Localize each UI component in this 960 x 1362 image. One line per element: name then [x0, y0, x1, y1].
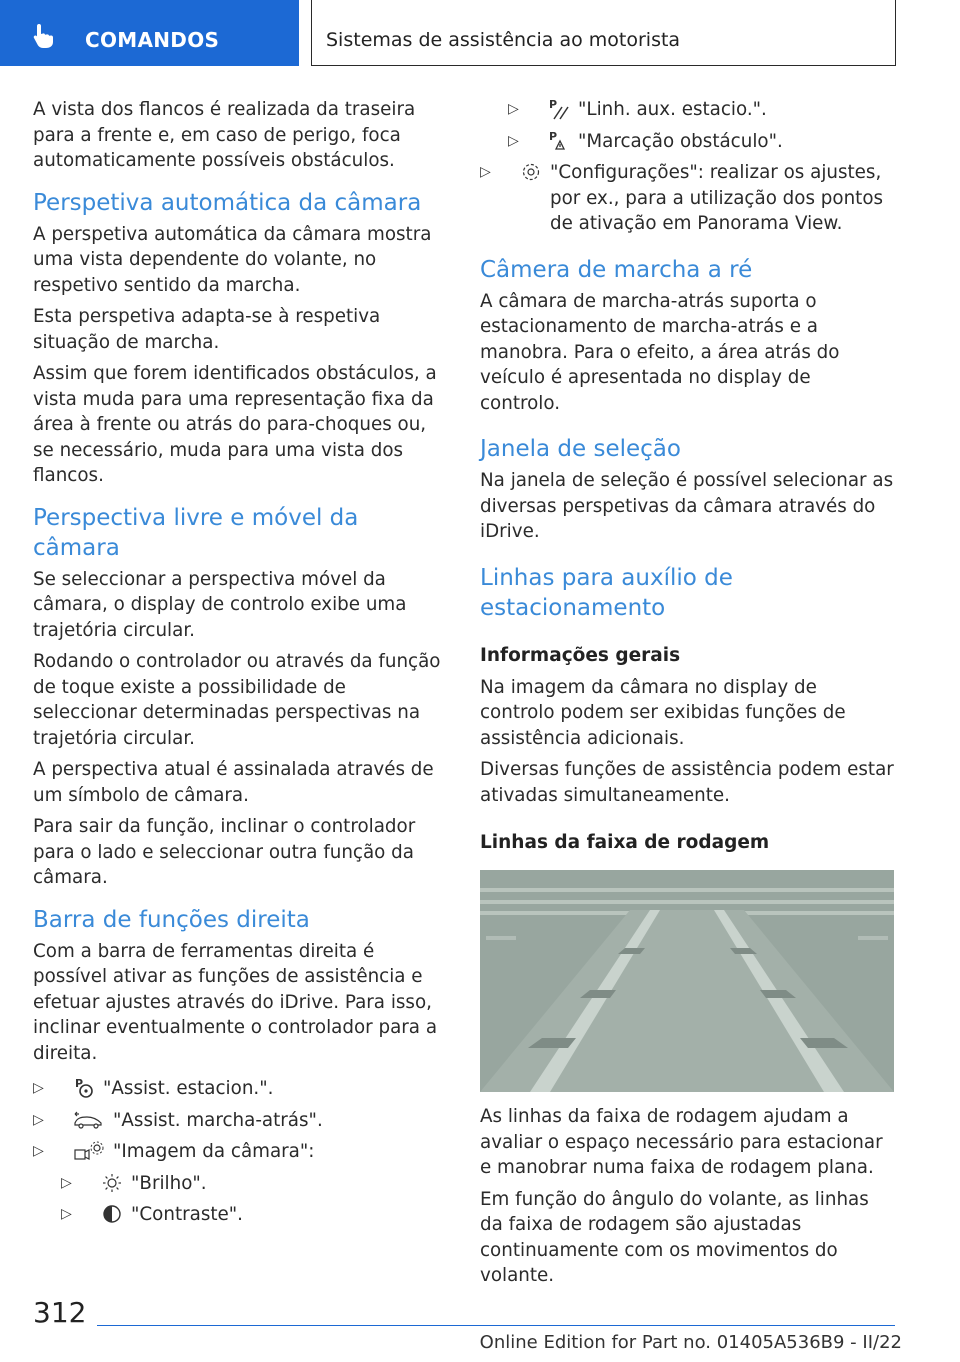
bullet-icon: ▷ [61, 1206, 72, 1222]
list-item-settings [480, 160, 894, 237]
list-item-label: "Contraste". [131, 1204, 243, 1225]
list-item-contrast [61, 1202, 447, 1228]
parking-lines-icon [546, 97, 572, 121]
left-column [33, 97, 447, 1234]
hand-pointer-icon [30, 22, 60, 50]
bullet-icon: ▷ [33, 1111, 44, 1128]
paragraph: A perspectiva atual é assinalada através de um símbolo de câmara. [33, 759, 434, 806]
footer-edition: Online Edition for Part no. 01405A536B9 - II/22 [479, 1332, 902, 1353]
paragraph: Em função do ângulo do volante, as linhas da faixa de rodagem são ajustadas continuamente com os movimentos do volante. [480, 1188, 869, 1286]
heading-function-bar: Barra de funções direita [33, 906, 310, 933]
paragraph: Rodando o controlador ou através da função de toque existe a possibilidade de seleccionar determinadas perspectivas na trajetória circular. [33, 651, 441, 749]
paragraph: Diversas funções de assistência podem estar ativadas simultaneamente. [480, 759, 894, 806]
gear-icon [518, 160, 544, 184]
list-item-obstacle-marking [508, 129, 894, 155]
paragraph: A câmara de marcha-atrás suporta o estacionamento de marcha-atrás e a manobra. Para o efeito, a área atrás do veículo é apresentada no display de controlo. [480, 290, 840, 414]
svg-text:P: P [75, 1077, 84, 1090]
paragraph: Na janela de seleção é possível selecionar as diversas perspetivas da câmara através do iDrive. [480, 470, 894, 542]
camera-settings-icon [71, 1139, 107, 1163]
footer-divider [97, 1325, 895, 1326]
bullet-icon: ▷ [480, 164, 491, 180]
paragraph: Esta perspetiva adapta-se à respetiva situação de marcha. [33, 306, 381, 353]
parking-assist-icon [71, 1076, 97, 1100]
bullet-icon: ▷ [508, 101, 519, 117]
list-item-label: "Configurações": realizar os ajustes, por ex., para a utilização dos pontos de ativação em Panorama View. [550, 162, 884, 234]
list-item-label: "Marcação obstáculo". [578, 130, 783, 152]
subheading-general: Informações gerais [480, 644, 681, 666]
paragraph: Na imagem da câmara no display de controlo podem ser exibidas funções de assistência adicionais. [480, 676, 846, 749]
list-item-reverse-assist [33, 1108, 447, 1134]
page-number: 312 [33, 1296, 87, 1329]
heading-selection-window: Janela de seleção [480, 436, 681, 462]
reversing-assist-icon [71, 1108, 107, 1132]
paragraph: Se seleccionar a perspectiva móvel da câmara, o display de controlo exibe uma trajetória circular. [33, 568, 407, 641]
right-column [480, 97, 894, 1295]
obstacle-marking-icon [546, 129, 572, 153]
bullet-icon: ▷ [508, 132, 519, 149]
svg-text:P: P [549, 98, 558, 111]
bullet-icon: ▷ [61, 1174, 72, 1191]
header-section-tab [0, 0, 299, 66]
bullet-icon: ▷ [33, 1080, 44, 1096]
paragraph: As linhas da faixa de rodagem ajudam a avaliar o espaço necessário para estacionar e manobrar numa faixa de rodagem plana. [480, 1106, 883, 1178]
list-item-brightness [61, 1171, 447, 1197]
intro-paragraph: A vista dos flancos é realizada da traseira para a frente e, em caso de perigo, foca automaticamente possíveis obstáculos. [33, 99, 416, 171]
paragraph: Para sair da função, inclinar o controlador para o lado e seleccionar outra função da câmara. [33, 816, 416, 888]
paragraph: A perspetiva automática da câmara mostra uma vista dependente do volante, no respetivo sentido da marcha. [33, 223, 432, 296]
header-chapter-title: Sistemas de assistência ao motorista [326, 29, 681, 51]
brightness-icon [99, 1171, 125, 1195]
heading-parking-lines: Linhas para auxílio de estacionamento [480, 564, 733, 621]
bullet-icon: ▷ [33, 1143, 44, 1159]
lane-lines-illustration [480, 870, 894, 1092]
heading-rear-camera: Câmera de marcha a ré [480, 256, 753, 283]
paragraph: Assim que forem identificados obstáculos, a vista muda para uma representação fixa da área à frente ou atrás do para-choques ou, se necessário, muda para uma vista dos flancos. [33, 363, 437, 486]
list-item-parking-lines [508, 97, 894, 123]
heading-auto-perspective: Perspetiva automática da câmara [33, 189, 422, 216]
header-section-title: COMANDOS [85, 28, 220, 52]
list-item-park-assist [33, 1076, 447, 1102]
svg-text:P: P [549, 129, 558, 143]
list-item-camera-image [33, 1139, 447, 1165]
list-item-label: "Assist. marcha-atrás". [113, 1109, 323, 1131]
list-item-label: "Brilho". [131, 1172, 207, 1194]
paragraph: Com a barra de ferramentas direita é possível ativar as funções de assistência e efetuar ajustes através do iDrive. Para isso, inclinar eventualmente o controlador para a direita. [33, 940, 438, 1064]
contrast-icon [99, 1202, 125, 1226]
list-item-label: "Imagem da câmara": [113, 1141, 315, 1162]
list-item-label: "Linh. aux. estacio.". [578, 99, 767, 120]
list-item-label: "Assist. estacion.". [103, 1078, 274, 1099]
heading-free-perspective: Perspectiva livre e móvel da câmara [33, 504, 359, 561]
subheading-lane-lines: Linhas da faixa de rodagem [480, 832, 770, 853]
